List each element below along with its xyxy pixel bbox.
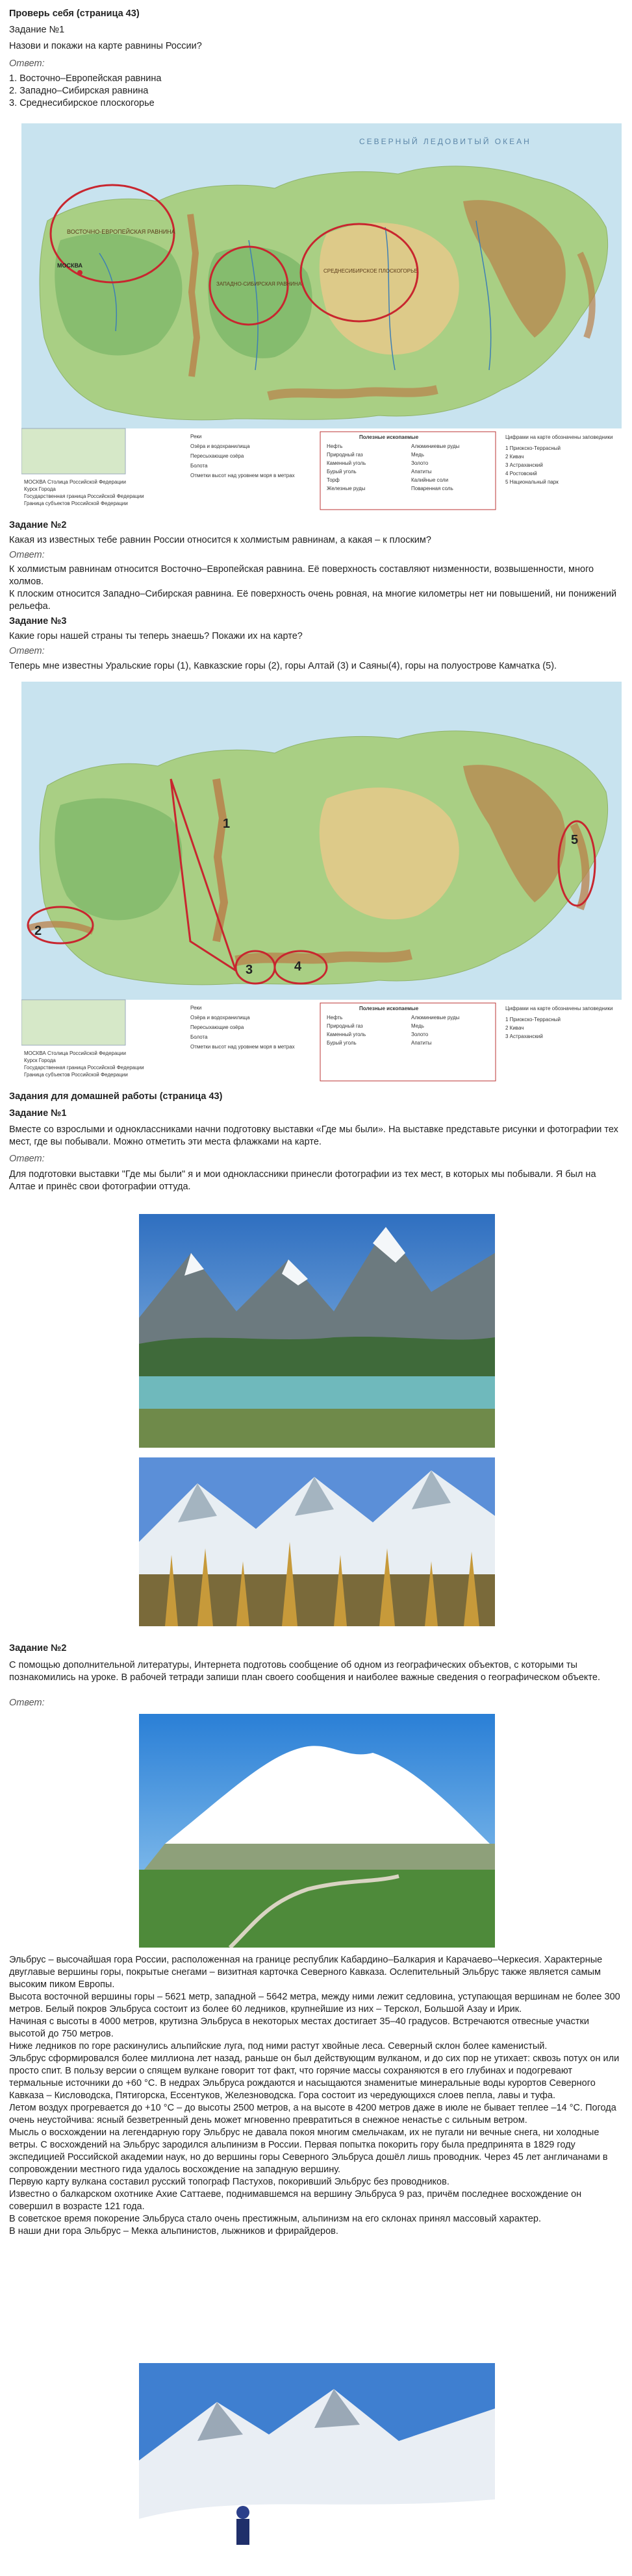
legend-text: МОСКВА Столица Российской Федерации	[24, 479, 126, 485]
legend-title: Полезные ископаемые	[359, 434, 419, 440]
legend-text: 3 Астраханский	[505, 462, 543, 468]
task-label: Задание №1	[9, 25, 65, 35]
answer-label: Ответ:	[9, 58, 45, 69]
legend-text: Природный газ	[327, 452, 363, 458]
legend-text: Апатиты	[411, 1040, 432, 1046]
plains-list	[9, 73, 623, 110]
legend-text: 1 Приокско-Террасный	[505, 445, 561, 451]
task-label: Задание №1	[9, 1108, 67, 1119]
elbrus-climber-photo	[139, 2363, 495, 2571]
legend-text: 3 Астраханский	[505, 1034, 543, 1039]
task-label: Задание №3	[9, 616, 67, 626]
answer-text: К холмистым равнинам относится Восточно–Европейская равнина. Её поверхность составляют низменности, возвышенности, много холмов.	[9, 564, 594, 587]
task-label: Задание №2	[9, 520, 67, 530]
legend-text: Алюминиевые руды	[411, 443, 460, 449]
article-paragraph: Первую карту вулкана составил русский топограф Пастухов, покоривший Эльбрус без проводников.	[9, 2177, 449, 2187]
article-paragraph: В советское время покорение Эльбруса стало очень престижным, альпинизм на его склонах принял массовый характер.	[9, 2214, 541, 2224]
section-title: Проверь себя (страница 43)	[9, 8, 140, 19]
mountain-number: 3	[246, 963, 253, 977]
mountain-number: 1	[223, 817, 231, 831]
plain-label: ЗАПАДНО-СИБИРСКАЯ РАВНИНА	[216, 281, 302, 287]
task-question: Назови и покажи на карте равнины России?	[9, 41, 202, 51]
legend-text: Бурый уголь	[327, 1040, 357, 1046]
legend-text: Отметки высот над уровнем моря в метрах	[190, 1044, 295, 1050]
plain-label: ВОСТОЧНО-ЕВРОПЕЙСКАЯ РАВНИНА	[67, 229, 175, 235]
legend-text: Цифрами на карте обозначены заповедники	[505, 1006, 613, 1011]
legend-text: Граница субъектов Российской Федерации	[24, 501, 128, 506]
legend-text: Пересыхающие озёра	[190, 1024, 244, 1030]
legend-text: Природный газ	[327, 1023, 363, 1029]
answer-text: Для подготовки выставки "Где мы были" я и мои одноклассники принесли фотографии из тех мест, в которых мы побывали. Я был на Алтае и принёс свои фотографии оттуда.	[9, 1169, 596, 1192]
article-paragraph: Ниже ледников по горе раскинулись альпийские луга, под ними растут хвойные леса. Северный склон более каменистый.	[9, 2041, 548, 2051]
moscow-marker	[77, 270, 82, 275]
russia-mountains-map	[21, 682, 622, 1084]
task-question: Какая из известных тебе равнин России относится к холмистым равнинам, а какая – к плоским?	[9, 535, 431, 545]
legend-text: Поваренная соль	[411, 486, 453, 491]
mountain-number: 2	[34, 924, 42, 938]
legend-text: Курск Города	[24, 1058, 56, 1063]
legend-text: Курск Города	[24, 486, 56, 492]
legend-text: Озёра и водохранилища	[190, 1015, 250, 1021]
answer-label: Ответ:	[9, 1698, 45, 1708]
list-item: 2. Западно–Сибирская равнина	[9, 86, 149, 96]
legend-text: Золото	[411, 1032, 429, 1037]
moscow-label: МОСКВА	[57, 262, 83, 269]
answer-text: Теперь мне известны Уральские горы (1), Кавказские горы (2), горы Алтай (3) и Саяны(4), горы на полуострове Камчатка (5).	[9, 661, 557, 671]
legend-text: Нефть	[327, 1015, 343, 1021]
task-question: С помощью дополнительной литературы, Интернета подготовь сообщение об одном из географических объектов, с которыми ты познакомились на уроке. В рабочей тетради запиши план своего сообщения и наиболее важные сведения о географическом объекте.	[9, 1660, 600, 1683]
answer-label: Ответ:	[9, 1154, 45, 1164]
legend-text: 2 Кивач	[505, 454, 524, 460]
article-paragraph: Известно о балкарском охотнике Ахие Саттаеве, поднимавшемся на вершину Эльбруса 9 раз, причём последнее восхождение он совершил в возрасте 121 года.	[9, 2189, 582, 2212]
answer-label: Ответ:	[9, 550, 45, 560]
task-question: Вместе со взрослыми и одноклассниками начни подготовку выставки «Где мы были». На выставке представьте рисунки и фотографии тех мест, где вы побывали. Можно отметить эти места флажками на карте.	[9, 1124, 618, 1147]
legend-text: Медь	[411, 452, 424, 458]
article-text	[9, 1954, 623, 2238]
ocean-label: СЕВЕРНЫЙ ЛЕДОВИТЫЙ ОКЕАН	[359, 137, 531, 146]
legend-text: Алюминиевые руды	[411, 1015, 460, 1021]
legend-text: 5 Национальный парк	[505, 479, 559, 485]
answer-text: К плоским относится Западно–Сибирская равнина. Её поверхность очень ровная, на многие километры нет ни повышений, ни понижений рельефа.	[9, 589, 617, 612]
legend-text: Калийные соли	[411, 477, 449, 483]
legend-text: Озёра и водохранилища	[190, 443, 250, 449]
legend-text: Нефть	[327, 443, 343, 449]
task-label: Задание №2	[9, 1643, 67, 1653]
legend-text: Цифрами на карте обозначены заповедники	[505, 434, 613, 440]
task-question: Какие горы нашей страны ты теперь знаешь? Покажи их на карте?	[9, 631, 303, 641]
altai-peaks-photo	[139, 1457, 495, 1626]
legend-text: Реки	[190, 434, 202, 440]
legend-text: Отметки высот над уровнем моря в метрах	[190, 473, 295, 478]
answer-label: Ответ:	[9, 646, 45, 656]
legend-text: Апатиты	[411, 469, 432, 475]
legend-title: Полезные ископаемые	[359, 1006, 419, 1011]
legend-text: Медь	[411, 1023, 424, 1029]
elbrus-photo	[139, 1714, 495, 1948]
article-paragraph: Эльбрус – высочайшая гора России, расположенная на границе республик Кабардино–Балкария и Карачаево–Черкесия. Характерные двуглавые вершины горы, покрытые снегами – визитная карточка Северного Кавказа. Ослепительный Эльбрус также является самым высоким пиком Европы.	[9, 1955, 603, 1990]
legend-text: Каменный уголь	[327, 460, 366, 466]
article-paragraph: Начиная с высоты в 4000 метров, крутизна Эльбруса в некоторых местах достигает 35–40 градусов. Встречаются отвесные участки высотой до 750 метров.	[9, 2016, 589, 2039]
legend-text: Болота	[190, 463, 208, 469]
article-paragraph: Мысль о восхождении на легендарную гору Эльбрус не давала покоя многим смельчакам, их не пугали ни вечные снега, ни холодные ветры. С восхождений на Эльбрус зародился альпинизм в России. Первая попытка покорить гору была предпринята в 1829 году экспедицией Российской академии наук, но до вершины горы Северного Эльбруса дошёл лишь проводник. Через 45 лет англичанами в сопровождении местного гида удалось восхождение на западную вершину.	[9, 2127, 608, 2175]
legend-text: Каменный уголь	[327, 1032, 366, 1037]
section-title: Задания для домашней работы (страница 43)	[9, 1091, 223, 1102]
legend-text: Реки	[190, 1005, 202, 1011]
legend-text: Торф	[327, 477, 340, 483]
legend-text: Государственная граница Российской Федерации	[24, 493, 144, 499]
legend-text: Железные руды	[327, 486, 366, 491]
legend-text: Государственная граница Российской Федерации	[24, 1065, 144, 1071]
legend-text: 2 Кивач	[505, 1025, 524, 1031]
altai-lake-photo	[139, 1214, 495, 1448]
mountain-number: 5	[571, 833, 579, 847]
article-paragraph: В наши дни гора Эльбрус – Мекка альпинистов, лыжников и фрирайдеров.	[9, 2226, 338, 2236]
list-item: 1. Восточно–Европейская равнина	[9, 73, 162, 84]
legend-text: Золото	[411, 460, 429, 466]
legend-text: 4 Ростовский	[505, 471, 537, 477]
plain-label: СРЕДНЕСИБИРСКОЕ ПЛОСКОГОРЬЕ	[323, 268, 418, 274]
russia-physical-map	[21, 123, 622, 513]
legend-text: Бурый уголь	[327, 469, 357, 475]
article-paragraph: Эльбрус сформировался более миллиона лет назад, раньше он был действующим вулканом, и до сих пор не утихает: сквозь потух он или просто спит. В пользу версии о спящем вулкане говорит тот факт, что горячие массы сохраняются в его глубинах и подогревают термальные источники до +60 °С. В недрах Эльбруса рождаются и насыщаются знаменитые минеральные воды курортов Северного Кавказа – Кисловодска, Пятигорска, Ессентуков, Железноводска. Гора состоит из чередующихся слоев пепла, лавы и туфа.	[9, 2053, 620, 2101]
mountain-number: 4	[294, 960, 302, 974]
legend-text: 1 Приокско-Террасный	[505, 1017, 561, 1022]
legend-text: Пересыхающие озёра	[190, 453, 244, 459]
article-paragraph: Высота восточной вершины горы – 5621 метр, западной – 5642 метра, между ними лежит седловина, уступающая вершинам не более 300 метров. Белый покров Эльбруса состоит из более 60 ледников, крупнейшие из них – Терскол, Большой Азау и Ирик.	[9, 1992, 620, 2014]
list-item: 3. Среднесибирское плоскогорье	[9, 98, 155, 108]
legend-text: МОСКВА Столица Российской Федерации	[24, 1050, 126, 1056]
legend-text: Болота	[190, 1034, 208, 1040]
legend-text: Граница субъектов Российской Федерации	[24, 1072, 128, 1078]
article-paragraph: Летом воздух прогревается до +10 °С – до высоты 2500 метров, а на высоте в 4200 метров даже в июле не бывает теплее –14 °С. Погода очень неустойчива: ясный безветренный день может мгновенно превратиться в снежное ненастье с сильным ветром.	[9, 2103, 616, 2125]
